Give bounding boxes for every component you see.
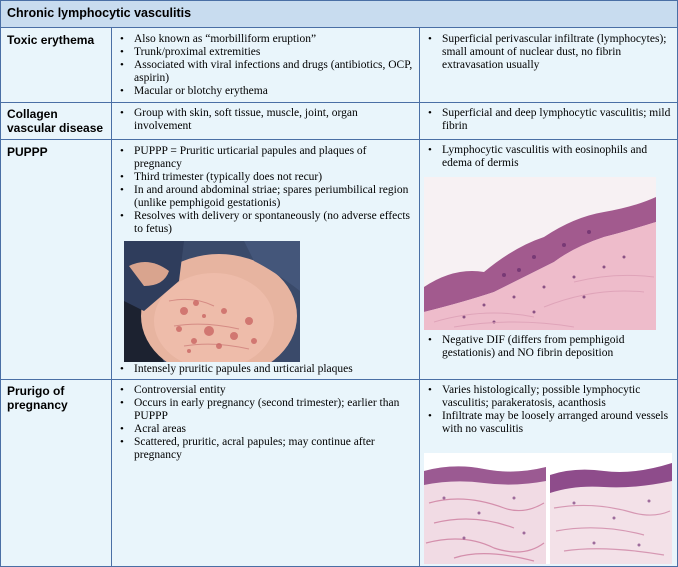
histology-micrograph-icon	[424, 177, 656, 330]
abdomen-photo-icon	[124, 241, 300, 362]
clinical-list-after-image	[118, 363, 414, 376]
table-header	[1, 1, 677, 28]
table-row-prurigo-of-pregnancy	[1, 380, 677, 567]
list-item: • Occurs in early pregnancy (second trimester); earlier than PUPPP	[118, 397, 414, 423]
list-item: • Also known as “morbilliform eruption”	[118, 33, 414, 46]
row-name: Prurigo of pregnancy	[7, 384, 68, 412]
row-name: Toxic erythema	[7, 33, 95, 47]
list-item: • Controversial entity	[118, 384, 414, 397]
list-item: • Varies histologically; possible lymphocytic vasculitis; parakeratosis, acanthosis	[426, 384, 672, 410]
list-item: • In and around abdominal striae; spares periumbilical region (unlike pemphigoid gestationis)	[118, 184, 414, 210]
table-row-puppp	[1, 140, 677, 380]
list-item: • Group with skin, soft tissue, muscle, joint, organ involvement	[118, 107, 414, 133]
table-row-collagen-vascular-disease	[1, 103, 677, 140]
row-name: PUPPP	[7, 145, 48, 159]
list-item: • Resolves with delivery or spontaneously (no adverse effects to fetus)	[118, 210, 414, 236]
clinical-list	[118, 145, 414, 236]
list-item: • Intensely pruritic papules and urticarial plaques	[118, 363, 414, 376]
list-item: • Infiltrate may be loosely arranged around vessels with no vasculitis	[426, 410, 672, 436]
list-item: • Scattered, pruritic, acral papules; may continue after pregnancy	[118, 436, 414, 462]
list-item: • Associated with viral infections and drugs (antibiotics, OCP, aspirin)	[118, 59, 414, 85]
list-item: • Lymphocytic vasculitis with eosinophils and edema of dermis	[426, 144, 672, 170]
histology-list	[426, 144, 672, 170]
clinical-list	[118, 107, 414, 133]
histology-micrograph-pair-icon	[424, 453, 672, 564]
clinical-list	[118, 33, 414, 98]
list-item: • Superficial perivascular infiltrate (lymphocytes); small amount of nuclear dust, no fibrin extravasation usually	[426, 33, 672, 72]
histology-list	[426, 384, 672, 436]
list-item: • Negative DIF (differs from pemphigoid gestationis) and NO fibrin deposition	[426, 334, 672, 360]
table-row-toxic-erythema	[1, 28, 677, 103]
list-item: • PUPPP = Pruritic urticarial papules and plaques of pregnancy	[118, 145, 414, 171]
histology-list-after-image	[426, 334, 672, 360]
histology-list	[426, 33, 672, 72]
list-item: • Acral areas	[118, 423, 414, 436]
list-item: • Macular or blotchy erythema	[118, 85, 414, 98]
histology-list	[426, 107, 672, 133]
row-name: Collagen vascular disease	[7, 107, 104, 135]
list-item: • Third trimester (typically does not recur)	[118, 171, 414, 184]
list-item: • Trunk/proximal extremities	[118, 46, 414, 59]
table-title: Chronic lymphocytic vasculitis	[7, 6, 192, 20]
list-item: • Superficial and deep lymphocytic vasculitis; mild fibrin	[426, 107, 672, 133]
clinical-list	[118, 384, 414, 462]
